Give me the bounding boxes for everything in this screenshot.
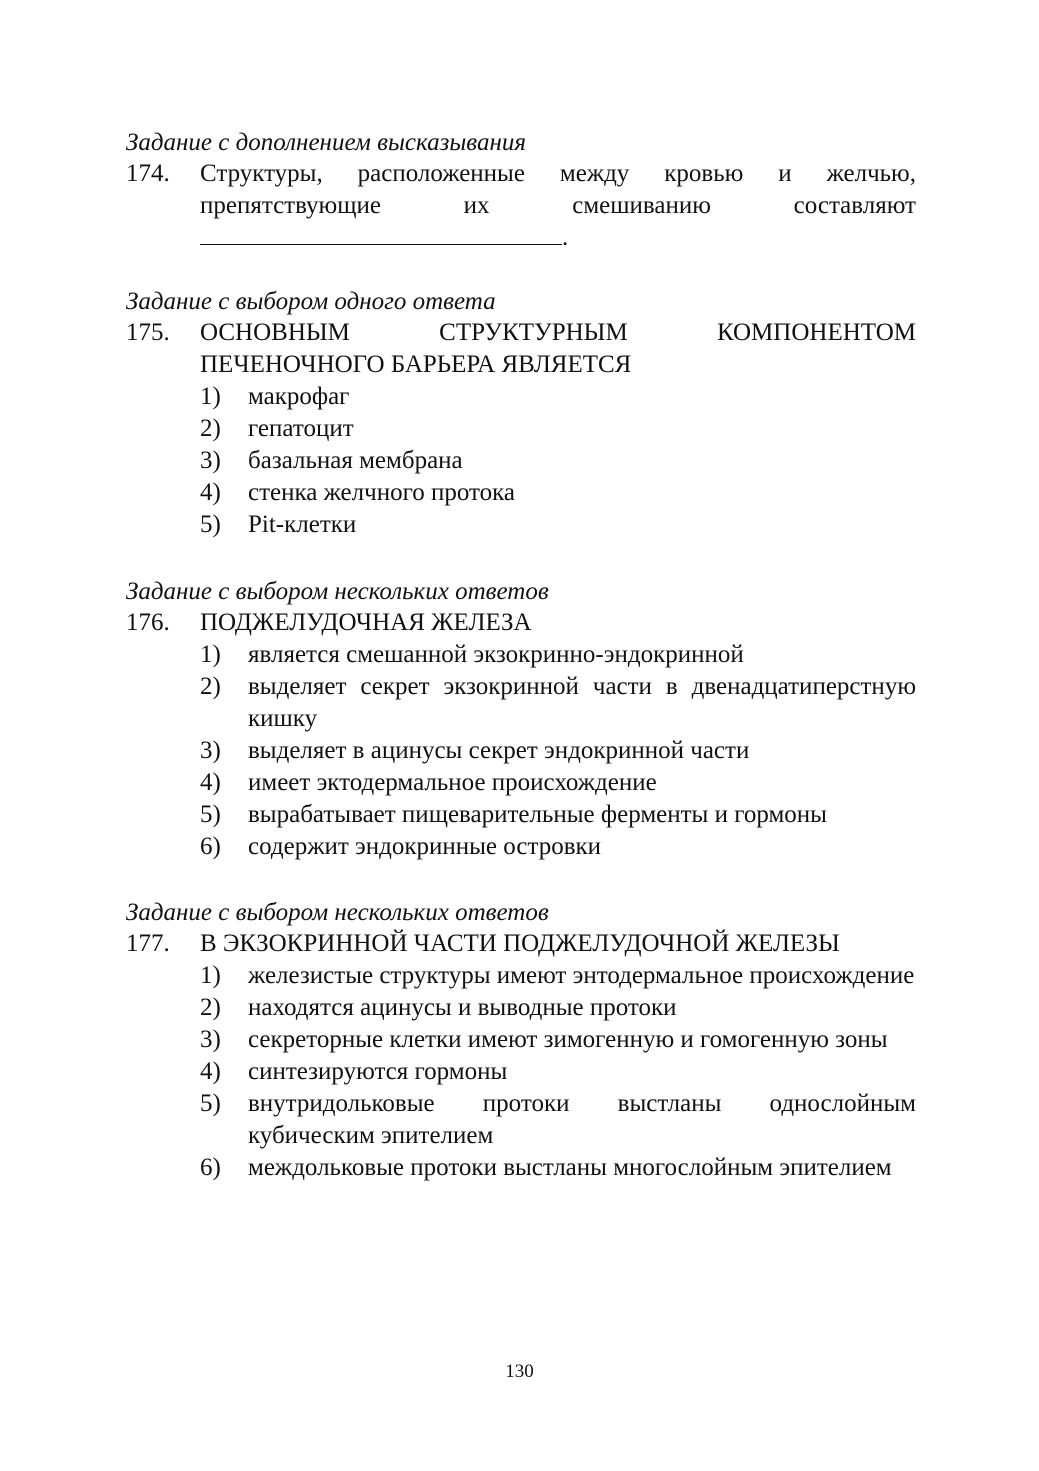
question-175 — [126, 317, 916, 381]
option-number: 5) — [200, 1090, 221, 1117]
answer-option — [126, 1088, 916, 1152]
answer-options — [126, 960, 916, 1184]
option-text: базальная мембрана — [248, 447, 463, 474]
answer-option — [126, 509, 916, 541]
option-number: 2) — [200, 673, 221, 700]
question-block-174 — [126, 127, 916, 254]
option-number: 6) — [200, 1154, 221, 1181]
option-number: 2) — [200, 415, 221, 442]
option-text: содержит эндокринные островки — [248, 833, 602, 860]
answer-option — [126, 477, 916, 509]
answer-options — [126, 381, 916, 541]
question-number: 176. — [126, 609, 170, 636]
question-177 — [126, 928, 916, 960]
task-type-heading: Задание с выбором нескольких ответов — [126, 578, 549, 605]
answer-option — [126, 671, 916, 735]
option-text: имеет эктодермальное происхождение — [248, 769, 657, 796]
answer-blank — [200, 222, 562, 245]
answer-options — [126, 639, 916, 863]
option-text: секреторные клетки имеют зимогенную и гомогенную зоны — [248, 1026, 888, 1053]
answer-option — [126, 960, 916, 992]
option-text: гепатоцит — [248, 415, 354, 442]
question-text: В ЭКЗОКРИННОЙ ЧАСТИ ПОДЖЕЛУДОЧНОЙ ЖЕЛЕЗЫ — [200, 930, 840, 957]
question-block-177 — [126, 897, 916, 1184]
option-number: 1) — [200, 641, 221, 668]
option-number: 3) — [200, 1026, 221, 1053]
task-type-heading: Задание с дополнением высказывания — [126, 129, 526, 156]
option-text: находятся ацинусы и выводные протоки — [248, 994, 677, 1021]
answer-blank-line — [200, 222, 916, 254]
option-text: макрофаг — [248, 383, 350, 410]
answer-option — [126, 767, 916, 799]
task-type-heading: Задание с выбором одного ответа — [126, 288, 496, 315]
answer-option — [126, 1152, 916, 1184]
question-176 — [126, 607, 916, 639]
option-number: 5) — [200, 511, 221, 538]
option-text: является смешанной экзокринно-эндокринной — [248, 641, 744, 668]
option-number: 3) — [200, 737, 221, 764]
option-number: 6) — [200, 833, 221, 860]
option-number: 4) — [200, 769, 221, 796]
page-number: 130 — [505, 1361, 534, 1382]
option-text: междольковые протоки выстланы многослойным эпителием — [248, 1154, 892, 1181]
option-number: 1) — [200, 383, 221, 410]
task-type-heading: Задание с выбором нескольких ответов — [126, 899, 549, 926]
option-number: 1) — [200, 962, 221, 989]
option-number: 4) — [200, 1058, 221, 1085]
option-text: выделяет в ацинусы секрет эндокринной части — [248, 737, 750, 764]
answer-option — [126, 639, 916, 671]
option-text: вырабатывает пищеварительные ферменты и гормоны — [248, 801, 827, 828]
answer-option — [126, 445, 916, 477]
option-number: 4) — [200, 479, 221, 506]
answer-option — [126, 992, 916, 1024]
option-text: выделяет секрет экзокринной части в двенадцатиперстную кишку — [248, 673, 916, 732]
option-text: внутридольковые протоки выстланы однослойным кубическим эпителием — [248, 1090, 916, 1149]
question-number: 175. — [126, 319, 170, 346]
option-number: 5) — [200, 801, 221, 828]
answer-option — [126, 413, 916, 445]
option-text: синтезируются гормоны — [248, 1058, 508, 1085]
option-text: железистые структуры имеют энтодермальное происхождение — [248, 962, 915, 989]
question-number: 174. — [126, 160, 170, 187]
question-block-175 — [126, 286, 916, 541]
answer-option — [126, 1024, 916, 1056]
answer-option — [126, 1056, 916, 1088]
option-number: 3) — [200, 447, 221, 474]
answer-option — [126, 735, 916, 767]
option-text: Pit-клетки — [248, 511, 357, 538]
answer-option — [126, 381, 916, 413]
option-text: стенка желчного протока — [248, 479, 515, 506]
question-block-176 — [126, 576, 916, 863]
answer-option — [126, 799, 916, 831]
question-text: ПОДЖЕЛУДОЧНАЯ ЖЕЛЕЗА — [200, 609, 532, 636]
question-text: ОСНОВНЫМ СТРУКТУРНЫМ КОМПОНЕНТОМ ПЕЧЕНОЧНОГО БАРЬЕРА ЯВЛЯЕТСЯ — [200, 319, 916, 378]
question-text: Структуры, расположенные между кровью и желчью, препятствующие их смешиванию составляют — [200, 160, 916, 219]
question-174 — [126, 158, 916, 222]
answer-option — [126, 831, 916, 863]
question-number: 177. — [126, 930, 170, 957]
blank-suffix: . — [562, 224, 569, 251]
option-number: 2) — [200, 994, 221, 1021]
